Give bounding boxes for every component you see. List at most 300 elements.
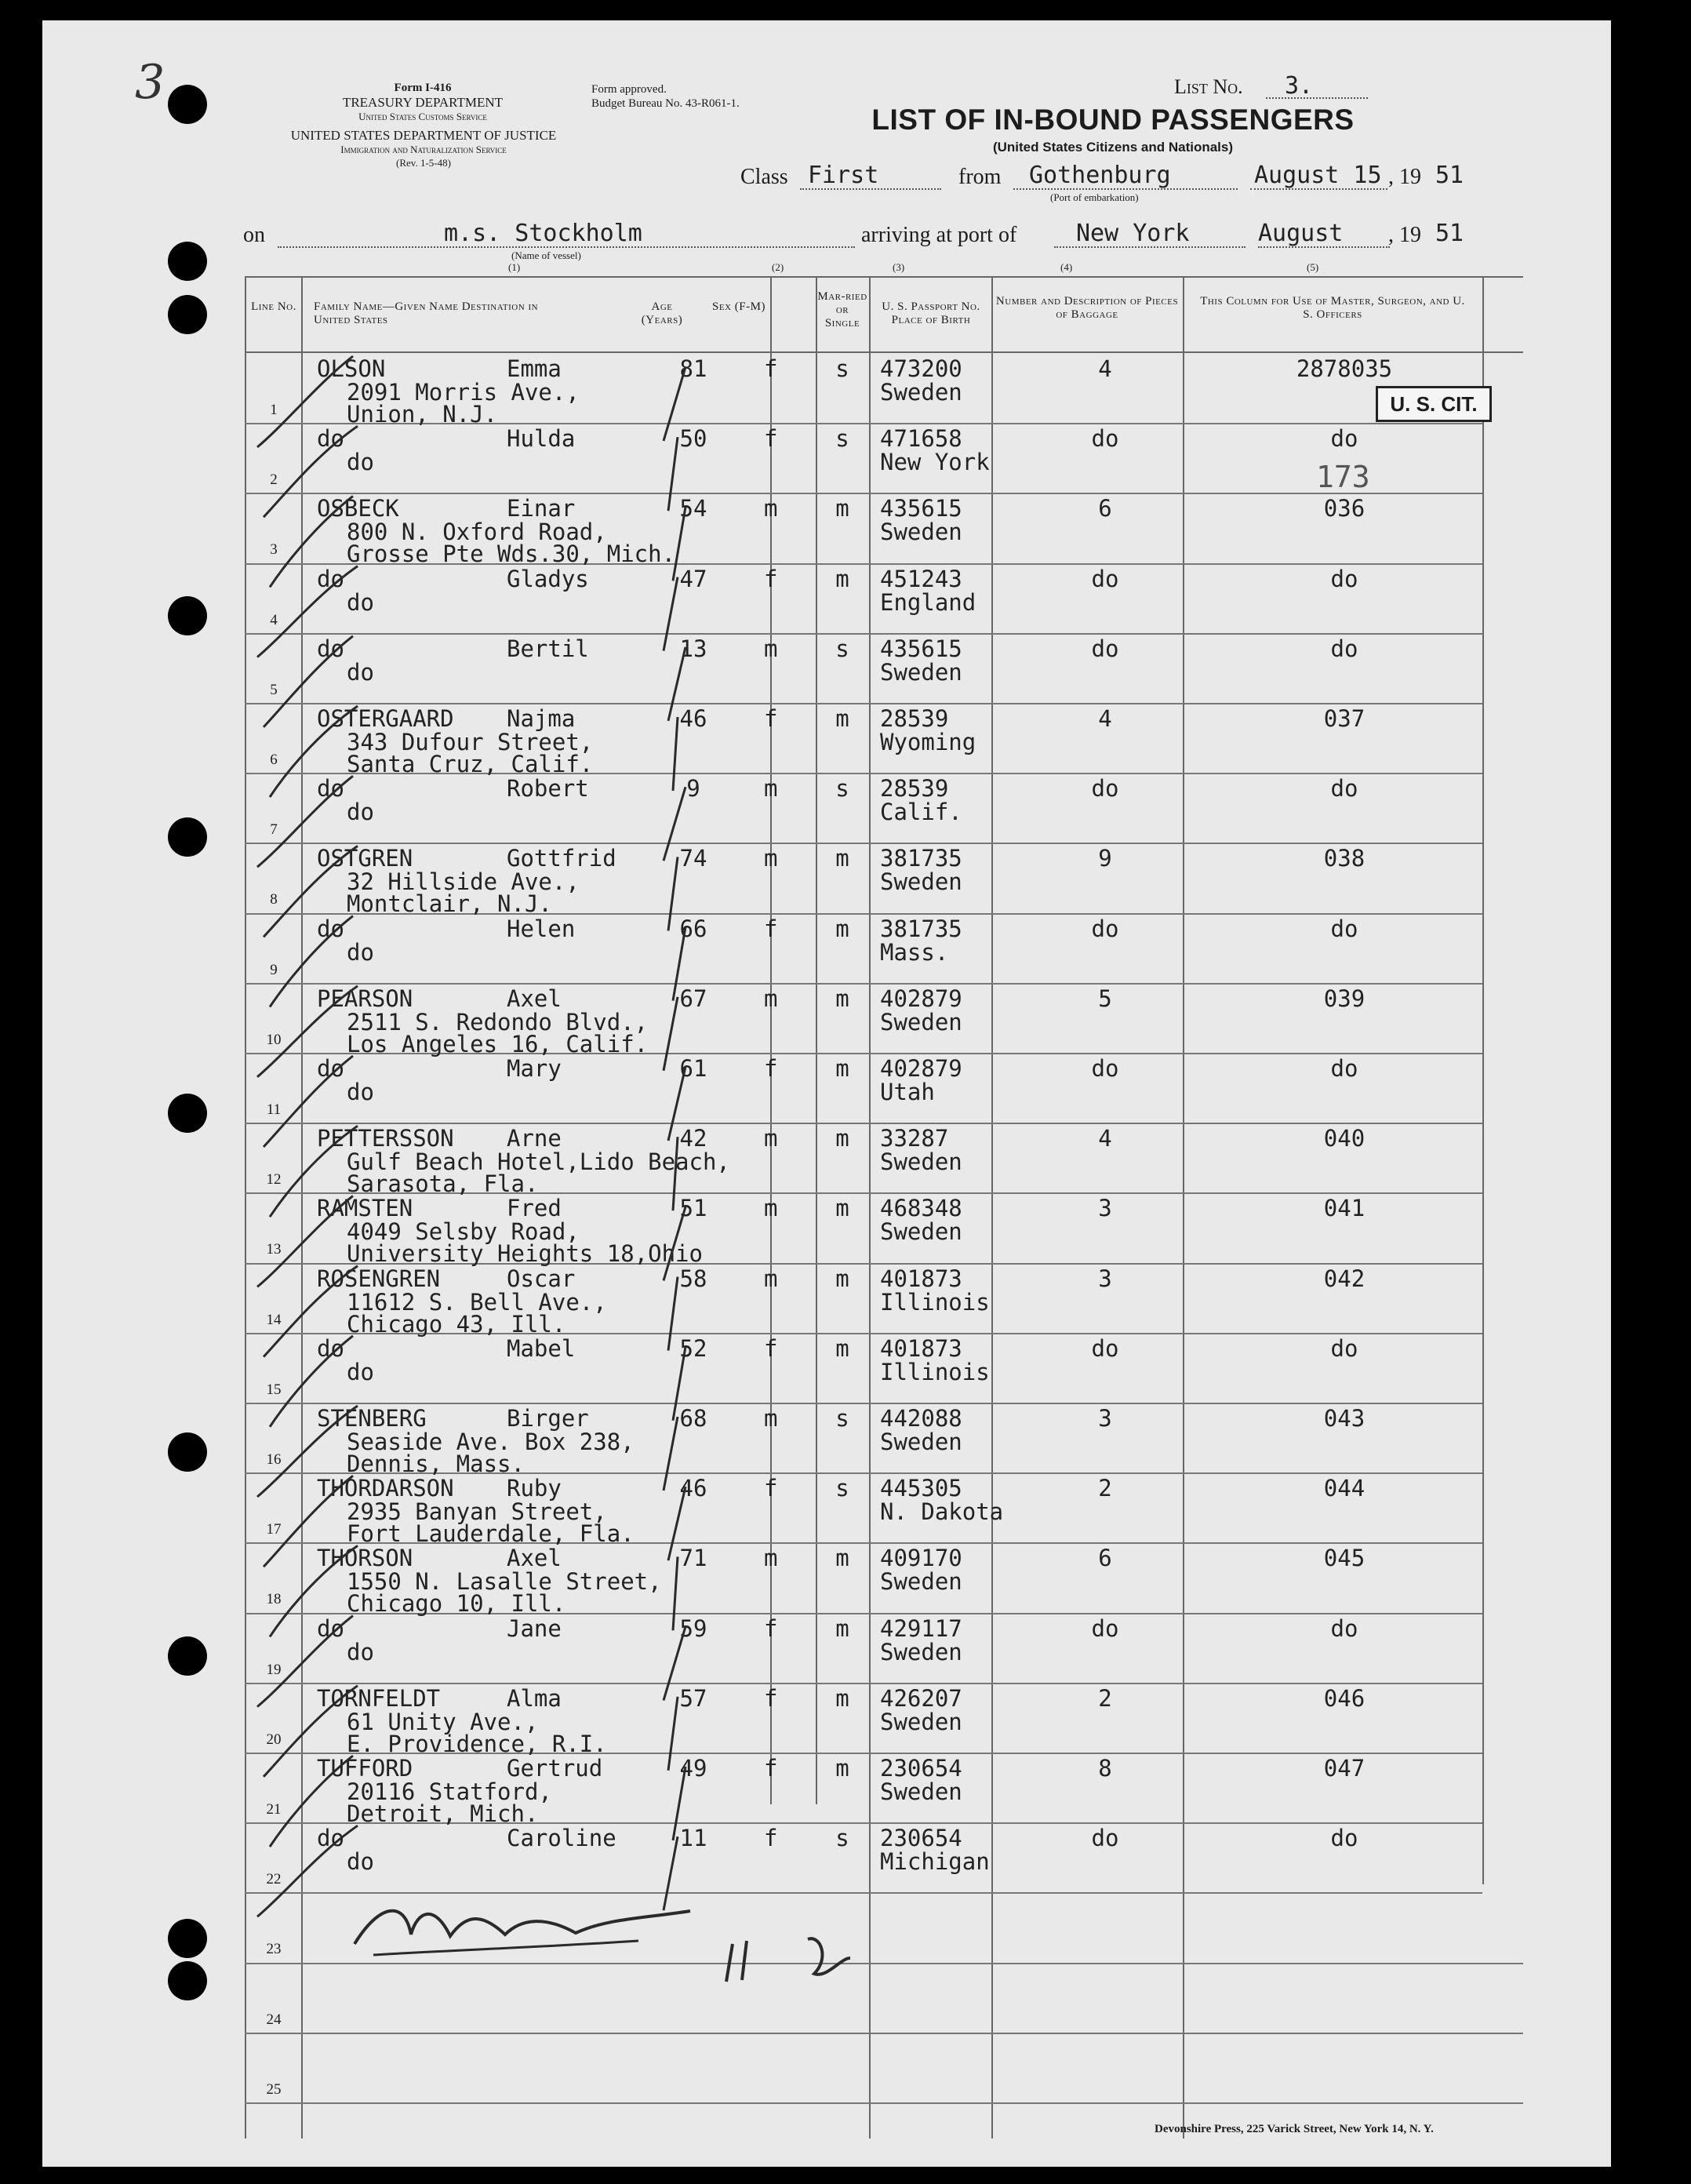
ins-service: Immigration and Naturalization Service — [340, 144, 507, 155]
family-name: ROSENGREN — [317, 1265, 441, 1292]
passport-number: 435615 — [880, 635, 962, 662]
age: 57 — [679, 1685, 707, 1712]
family-name: do — [317, 775, 344, 802]
family-name: do — [317, 915, 344, 942]
passport-number: 426207 — [880, 1685, 962, 1712]
place-of-birth: Sweden — [880, 1009, 962, 1036]
baggage-count: 5 — [1098, 985, 1112, 1012]
address-line-1: do — [347, 659, 374, 686]
marital-status: s — [835, 1825, 849, 1851]
address-line-2: Fort Lauderdale, Fla. — [347, 1520, 635, 1547]
age: 46 — [679, 1475, 707, 1502]
baggage-count: do — [1091, 1825, 1119, 1851]
check-stroke — [668, 437, 678, 511]
place-of-birth: Sweden — [880, 1568, 962, 1595]
column-number: (1) — [508, 261, 521, 273]
line-number: 17 — [266, 1521, 282, 1538]
check-stroke — [673, 1347, 685, 1421]
baggage-count: do — [1091, 915, 1119, 942]
given-name: Alma — [507, 1685, 562, 1712]
check-stroke — [668, 1697, 678, 1771]
family-name: do — [317, 566, 344, 592]
address-line-2: Detroit, Mich. — [347, 1800, 539, 1827]
form-number: Form I-416 — [394, 82, 452, 94]
check-stroke — [673, 1137, 678, 1210]
line-number: 23 — [266, 1941, 282, 1957]
check-stroke — [673, 1556, 678, 1630]
marital-status: m — [835, 1685, 849, 1712]
baggage-count: 6 — [1098, 495, 1112, 522]
marital-status: m — [835, 1335, 849, 1362]
list-number: 3. — [1285, 72, 1314, 100]
line-number: 20 — [266, 1731, 282, 1748]
age: 68 — [679, 1405, 707, 1432]
marital-status: s — [835, 1475, 849, 1502]
check-stroke — [270, 1756, 353, 1847]
check-stroke — [668, 1067, 685, 1141]
sex: f — [764, 1825, 778, 1851]
given-name: Bertil — [507, 635, 589, 662]
sex: m — [764, 1405, 778, 1432]
address-line-1: do — [347, 1359, 374, 1385]
sex: m — [764, 495, 778, 522]
passport-number: 230654 — [880, 1825, 962, 1851]
address-line-2: Santa Cruz, Calif. — [347, 751, 594, 777]
from-label: from — [958, 165, 1002, 189]
check-stroke — [673, 717, 678, 791]
given-name: Gertrud — [507, 1755, 603, 1782]
line-number: 3 — [270, 541, 278, 558]
baggage-count: do — [1091, 1055, 1119, 1082]
address-line-1: do — [347, 1848, 374, 1875]
line-number: 21 — [266, 1801, 282, 1818]
address-line-2: Grosse Pte Wds.30, Mich. — [347, 541, 676, 567]
line-number: 13 — [266, 1241, 282, 1258]
family-name: TUFFORD — [317, 1755, 413, 1782]
family-name: do — [317, 635, 344, 662]
age: 74 — [679, 845, 707, 872]
age: 67 — [679, 985, 707, 1012]
family-name: do — [317, 425, 344, 452]
address-line-2: University Heights 18,Ohio — [347, 1240, 703, 1267]
marital-status: m — [835, 1195, 849, 1221]
given-name: Axel — [507, 985, 562, 1012]
age: 47 — [679, 566, 707, 592]
check-stroke — [257, 1825, 358, 1916]
baggage-count: 3 — [1098, 1405, 1112, 1432]
marital-status: s — [835, 1405, 849, 1432]
family-name: do — [317, 1825, 344, 1851]
baggage-count: do — [1091, 425, 1119, 452]
age: 49 — [679, 1755, 707, 1782]
passport-number: 435615 — [880, 495, 962, 522]
check-stroke — [270, 1336, 353, 1427]
column-number: (2) — [772, 261, 784, 273]
baggage-count: 8 — [1098, 1755, 1112, 1782]
sex: f — [764, 1685, 778, 1712]
place-of-birth: Sweden — [880, 1778, 962, 1805]
us-citizen-stamp: U. S. CIT. — [1376, 386, 1492, 422]
address-line-1: do — [347, 1639, 374, 1665]
baggage-count: do — [1091, 1615, 1119, 1642]
sex: f — [764, 1475, 778, 1502]
line-number: 2 — [270, 471, 278, 488]
place-of-birth: Michigan — [880, 1848, 990, 1875]
place-of-birth: Wyoming — [880, 729, 976, 755]
check-stroke — [668, 1487, 685, 1560]
marital-status: m — [835, 1615, 849, 1642]
place-of-birth: Mass. — [880, 939, 949, 966]
passport-number: 402879 — [880, 985, 962, 1012]
line-number: 1 — [270, 402, 278, 418]
address-line-2: E. Providence, R.I. — [347, 1731, 607, 1757]
address-line-1: 11612 S. Bell Ave., — [347, 1289, 607, 1316]
treasury-dept: TREASURY DEPARTMENT — [342, 95, 504, 110]
family-name: OSTGREN — [317, 845, 413, 872]
sex: f — [764, 705, 778, 732]
age: 58 — [679, 1265, 707, 1292]
check-stroke — [664, 1207, 685, 1280]
vessel-caption: (Name of vessel) — [511, 249, 581, 261]
marital-status: m — [835, 495, 849, 522]
given-name: Oscar — [507, 1265, 576, 1292]
officer-number: do — [1330, 915, 1358, 942]
port-caption: (Port of embarkation) — [1050, 191, 1139, 203]
passport-number: 451243 — [880, 566, 962, 592]
baggage-count: 6 — [1098, 1545, 1112, 1571]
passport-number: 401873 — [880, 1265, 962, 1292]
sex: f — [764, 1615, 778, 1642]
check-stroke — [664, 367, 685, 441]
customs-service: United States Customs Service — [358, 111, 487, 122]
page-mark: 3 — [135, 55, 165, 110]
address-line-1: 4049 Selsby Road, — [347, 1218, 580, 1245]
check-stroke — [264, 1476, 353, 1567]
check-stroke — [257, 356, 353, 447]
family-name: RAMSTEN — [317, 1195, 413, 1221]
line-number: 18 — [266, 1591, 282, 1607]
passport-number: 401873 — [880, 1335, 962, 1362]
passport-number: 473200 — [880, 355, 962, 382]
check-stroke — [668, 857, 678, 930]
age: 54 — [679, 495, 707, 522]
place-of-birth: Sweden — [880, 1148, 962, 1175]
check-stroke — [664, 997, 678, 1071]
age: 61 — [679, 1055, 707, 1082]
check-stroke — [664, 577, 678, 651]
officer-number: 2878035 — [1296, 355, 1393, 382]
passport-number: 230654 — [880, 1755, 962, 1782]
address-line-2: Sarasota, Fla. — [347, 1170, 539, 1197]
line-number: 14 — [266, 1312, 282, 1328]
sex: m — [764, 845, 778, 872]
given-name: Emma — [507, 355, 562, 382]
baggage-count: 2 — [1098, 1475, 1112, 1502]
column-number: (3) — [893, 261, 905, 273]
officer-number: 044 — [1323, 1475, 1366, 1502]
address-line-1: 2091 Morris Ave., — [347, 379, 580, 406]
address-line-1: do — [347, 939, 374, 966]
address-line-1: do — [347, 449, 374, 475]
marital-status: m — [835, 566, 849, 592]
marital-status: m — [835, 915, 849, 942]
given-name: Einar — [507, 495, 576, 522]
officer-number: do — [1330, 775, 1358, 802]
family-name: PEARSON — [317, 985, 413, 1012]
marital-status: m — [835, 1055, 849, 1082]
age: 13 — [679, 635, 707, 662]
officer-number: 038 — [1323, 845, 1366, 872]
officer-number: 040 — [1323, 1125, 1366, 1152]
given-name: Gottfrid — [507, 845, 616, 872]
address-line-1: 32 Hillside Ave., — [347, 868, 580, 895]
baggage-count: 3 — [1098, 1195, 1112, 1221]
handwritten-marks — [42, 20, 1611, 2167]
address-line-2: Los Angeles 16, Calif. — [347, 1031, 649, 1057]
check-stroke — [270, 496, 353, 587]
printer-footer: Devonshire Press, 225 Varick Street, New York 14, N. Y. — [1155, 2123, 1434, 2135]
line-number: 25 — [266, 2081, 282, 2098]
family-name: do — [317, 1055, 344, 1082]
officer-number: do — [1330, 1335, 1358, 1362]
marital-status: m — [835, 1755, 849, 1782]
passport-number: 381735 — [880, 915, 962, 942]
baggage-count: do — [1091, 566, 1119, 592]
marital-status: m — [835, 985, 849, 1012]
officer-number: 046 — [1323, 1685, 1366, 1712]
address-line-1: Seaside Ave. Box 238, — [347, 1429, 635, 1455]
address-line-2: Chicago 43, Ill. — [347, 1311, 566, 1338]
budget-bureau: Budget Bureau No. 43-R061-1. — [591, 97, 740, 110]
family-name: OSTERGAARD — [317, 705, 454, 732]
header-baggage: Number and Description of Pieces of Baggage — [995, 295, 1179, 321]
given-name: Jane — [507, 1615, 562, 1642]
line-number: 7 — [270, 821, 278, 838]
check-stroke — [673, 927, 685, 1001]
line-number: 11 — [266, 1101, 282, 1118]
officer-number: 043 — [1323, 1405, 1366, 1432]
line-number: 6 — [270, 752, 278, 768]
line-number: 15 — [266, 1381, 282, 1398]
place-of-birth: Sweden — [880, 519, 962, 545]
given-name: Axel — [507, 1545, 562, 1571]
header-age: Age (Years) — [641, 300, 683, 326]
family-name: PETTERSSON — [317, 1125, 454, 1152]
passport-number: 33287 — [880, 1125, 949, 1152]
age: 59 — [679, 1615, 707, 1642]
address-line-2: Chicago 10, Ill. — [347, 1590, 566, 1617]
form-revision: (Rev. 1-5-48) — [396, 157, 451, 169]
check-stroke — [668, 647, 685, 721]
check-stroke — [270, 916, 353, 1007]
place-of-birth: Illinois — [880, 1289, 990, 1316]
list-no-label: List No. — [1174, 75, 1243, 98]
justice-dept: UNITED STATES DEPARTMENT OF JUSTICE — [290, 128, 557, 143]
place-of-birth: Illinois — [880, 1359, 990, 1385]
baggage-count: 3 — [1098, 1265, 1112, 1292]
given-name: Gladys — [507, 566, 589, 592]
check-stroke — [257, 1196, 353, 1287]
header-passport: U. S. Passport No. Place of Birth — [882, 300, 980, 326]
baggage-count: 4 — [1098, 705, 1112, 732]
sex: f — [764, 425, 778, 452]
officer-number: do — [1330, 635, 1358, 662]
officer-signature — [355, 1911, 690, 1944]
officer-number: 037 — [1323, 705, 1366, 732]
passport-number: 445305 — [880, 1475, 962, 1502]
family-name: do — [317, 1615, 344, 1642]
officer-number: 041 — [1323, 1195, 1366, 1221]
officer-number: do — [1330, 1615, 1358, 1642]
officer-number: 039 — [1323, 985, 1366, 1012]
arrival-date: August — [1258, 220, 1344, 247]
check-stroke — [664, 1627, 685, 1701]
officer-number: 042 — [1323, 1265, 1366, 1292]
officer-number: do — [1330, 1055, 1358, 1082]
header-sex: Sex (F-M) — [712, 300, 765, 313]
baggage-count: 2 — [1098, 1685, 1112, 1712]
passport-number: 429117 — [880, 1615, 962, 1642]
arrival-year: 51 — [1435, 220, 1464, 247]
header-name: Family Name—Given Name Destination in United States — [314, 300, 539, 326]
vessel-name: m.s. Stockholm — [444, 220, 642, 247]
baggage-count: do — [1091, 775, 1119, 802]
baggage-count: do — [1091, 1335, 1119, 1362]
sex: m — [764, 1265, 778, 1292]
officer-number: 047 — [1323, 1755, 1366, 1782]
check-stroke — [257, 1616, 353, 1707]
given-name: Caroline — [507, 1825, 616, 1851]
passport-number: 381735 — [880, 845, 962, 872]
passport-number: 409170 — [880, 1545, 962, 1571]
check-stroke — [257, 776, 353, 867]
given-name: Helen — [507, 915, 576, 942]
marital-status: s — [835, 425, 849, 452]
arriving-label: arriving at port of — [861, 223, 1017, 247]
passport-number: 28539 — [880, 775, 949, 802]
marital-status: s — [835, 635, 849, 662]
officer-number: do — [1330, 1825, 1358, 1851]
line-number: 12 — [266, 1171, 282, 1188]
line-number: 19 — [266, 1662, 282, 1678]
sex: m — [764, 1195, 778, 1221]
check-stroke — [668, 1277, 678, 1351]
family-name: TORNFELDT — [317, 1685, 441, 1712]
address-line-1: 2511 S. Redondo Blvd., — [347, 1009, 649, 1036]
line-number: 4 — [270, 612, 278, 628]
arrival-port: New York — [1076, 220, 1190, 247]
check-stroke — [664, 1836, 678, 1910]
departure-year-prefix: , 19 — [1388, 165, 1421, 189]
departure-date: August 15 — [1254, 162, 1382, 189]
header-officers: This Column for Use of Master, Surgeon, and U. S. Officers — [1200, 295, 1465, 321]
sex: f — [764, 566, 778, 592]
sex: m — [764, 635, 778, 662]
address-line-1: Gulf Beach Hotel,Lido Beach, — [347, 1148, 730, 1175]
header-line-no: Line No. — [251, 300, 296, 313]
sex: m — [764, 1125, 778, 1152]
given-name: Najma — [507, 705, 576, 732]
address-line-1: do — [347, 1079, 374, 1105]
given-name: Hulda — [507, 425, 576, 452]
baggage-count: 4 — [1098, 355, 1112, 382]
on-label: on — [243, 223, 265, 247]
place-of-birth: Sweden — [880, 1639, 962, 1665]
line-number: 5 — [270, 682, 278, 698]
check-stroke — [664, 1417, 678, 1491]
given-name: Birger — [507, 1405, 589, 1432]
check-stroke — [664, 787, 685, 861]
age: 52 — [679, 1335, 707, 1362]
address-line-1: do — [347, 589, 374, 616]
page-title: LIST OF IN-BOUND PASSENGERS — [871, 104, 1355, 136]
place-of-birth: Utah — [880, 1079, 935, 1105]
check-stroke — [673, 507, 685, 581]
line-number: 16 — [266, 1451, 282, 1468]
given-name: Arne — [507, 1125, 562, 1152]
age: 11 — [679, 1825, 707, 1851]
page-subtitle: (United States Citizens and Nationals) — [992, 140, 1234, 155]
marital-status: m — [835, 1125, 849, 1152]
family-name: OLSON — [317, 355, 386, 382]
officer-number: 036 — [1323, 495, 1366, 522]
age: 51 — [679, 1195, 707, 1221]
age: 9 — [686, 775, 700, 802]
marital-status: m — [835, 705, 849, 732]
place-of-birth: England — [880, 589, 976, 616]
address-line-2: Montclair, N.J. — [347, 890, 552, 917]
baggage-count: do — [1091, 635, 1119, 662]
officer-number: 045 — [1323, 1545, 1366, 1571]
age: 66 — [679, 915, 707, 942]
marital-status: s — [835, 775, 849, 802]
baggage-count: 9 — [1098, 845, 1112, 872]
line-number: 9 — [270, 962, 278, 978]
marital-status: m — [835, 1265, 849, 1292]
line-number: 8 — [270, 891, 278, 908]
family-name: OSBECK — [317, 495, 399, 522]
given-name: Fred — [507, 1195, 562, 1221]
departure-year: 51 — [1435, 162, 1464, 189]
given-name: Robert — [507, 775, 589, 802]
check-stroke — [264, 636, 353, 727]
marital-status: m — [835, 1545, 849, 1571]
line-number: 10 — [266, 1032, 282, 1048]
stamp-number: 173 — [1316, 460, 1370, 494]
age: 46 — [679, 705, 707, 732]
given-name: Ruby — [507, 1475, 562, 1502]
family-name: THORSON — [317, 1545, 413, 1571]
address-line-1: do — [347, 799, 374, 825]
age: 81 — [679, 355, 707, 382]
marital-status: s — [835, 355, 849, 382]
place-of-birth: Calif. — [880, 799, 962, 825]
address-line-1: 20116 Statford, — [347, 1778, 552, 1805]
check-stroke — [264, 1056, 353, 1147]
sex: m — [764, 985, 778, 1012]
class-label: Class — [740, 165, 788, 189]
column-number: (4) — [1060, 261, 1073, 273]
sex: f — [764, 1055, 778, 1082]
address-line-1: 1550 N. Lasalle Street, — [347, 1568, 662, 1595]
passport-number: 468348 — [880, 1195, 962, 1221]
age: 50 — [679, 425, 707, 452]
place-of-birth: Sweden — [880, 1709, 962, 1735]
place-of-birth: Sweden — [880, 1429, 962, 1455]
sex: m — [764, 1545, 778, 1571]
class-value: First — [808, 162, 879, 189]
arrival-year-prefix: , 19 — [1388, 223, 1421, 247]
